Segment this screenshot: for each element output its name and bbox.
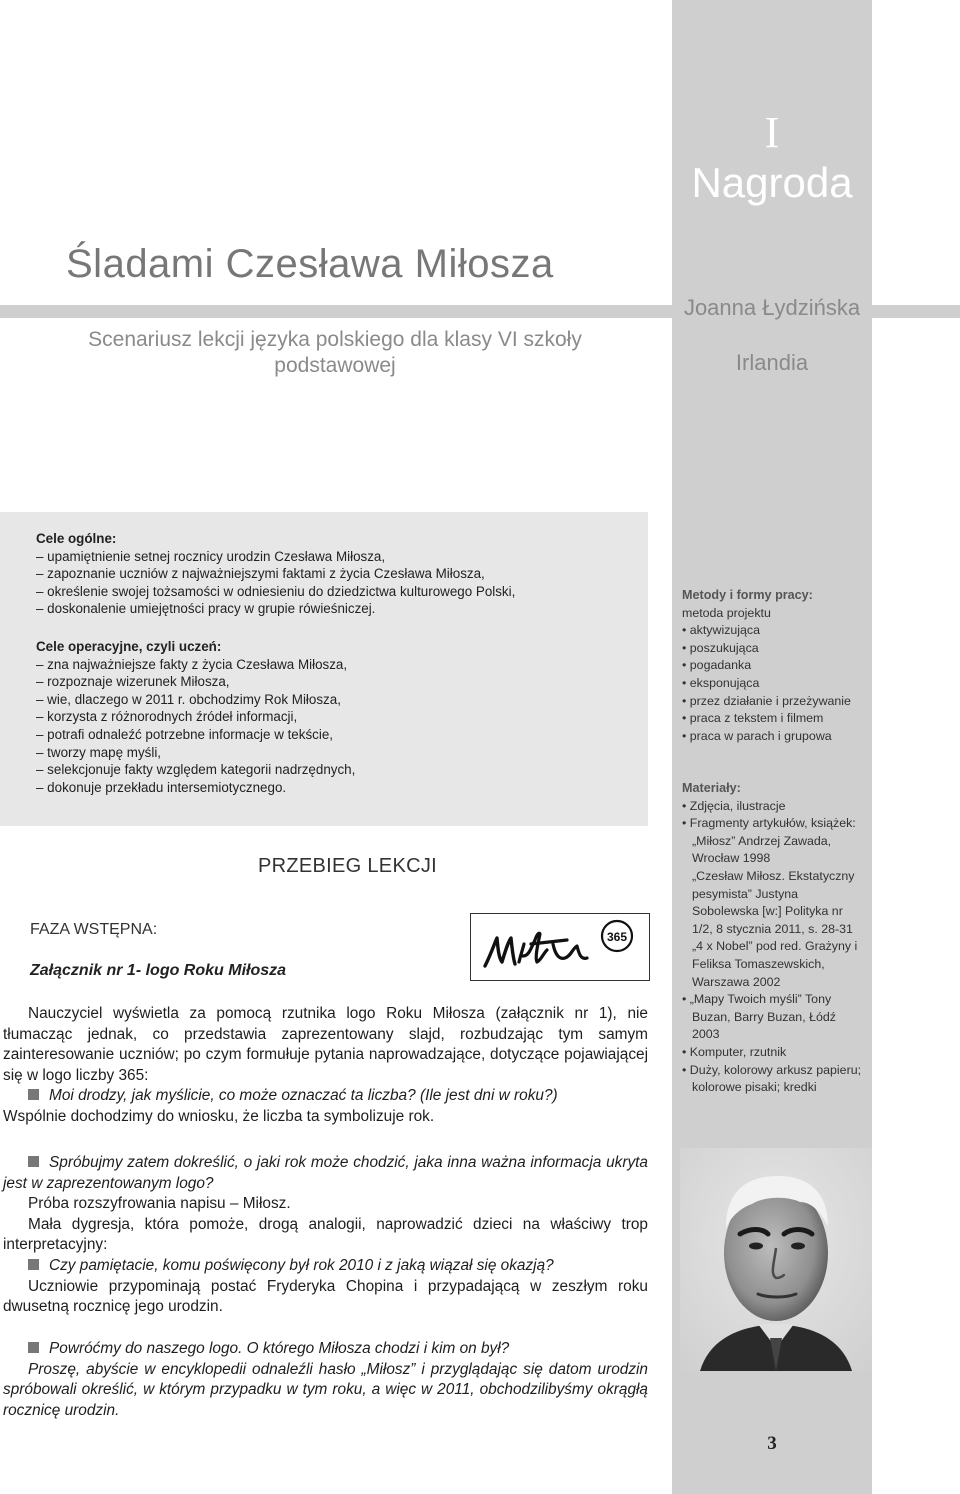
goal-item: – dokonuje przekładu intersemiotycznego. <box>36 779 636 797</box>
material-subitem: „4 x Nobel” pod red. Grażyny i Feliksa Tomaszewskich, Warszawa 2002 <box>692 939 858 989</box>
question: Proszę, abyście w encyklopedii odnaleźli hasło „Miłosz” i przyglądając się datom urodzin spróbowali określić, w którym przypadku w tym roku, a więc w 2011, obchodzilibyśmy okrągłą rocznicę urodzin. <box>3 1360 648 1419</box>
goal-item: – zapoznanie uczniów z najważniejszymi faktami z życia Czesława Miłosza, <box>36 565 636 583</box>
material-subitem: „Miłosz” Andrzej Zawada, Wrocław 1998 <box>692 833 832 866</box>
method-item: • praca z tekstem i filmem <box>682 710 866 728</box>
square-bullet-icon <box>28 1259 39 1270</box>
goal-item: – rozpoznaje wizerunek Miłosza, <box>36 673 636 691</box>
goal-item: – określenie swojej tożsamości w odniesieniu do dziedzictwa kulturowego Polski, <box>36 583 636 601</box>
general-goals <box>36 530 636 618</box>
method-item: • pogadanka <box>682 657 866 675</box>
paragraph: Wspólnie dochodzimy do wniosku, że liczba ta symbolizuje rok. <box>3 1107 435 1125</box>
paragraph: Nauczyciel wyświetla za pomocą rzutnika logo Roku Miłosza (załącznik nr 1), nie tłumacząc jednak, co przedstawia zaprezentowany slajd, rozbudzając tym samym zainteresowanie uczniów; po czym formułuje pytania naprowadzające, dotyczące pojawiającej się w logo liczby 365: <box>3 1005 648 1084</box>
material-item: • Duży, kolorowy arkusz papieru; kolorowe pisaki; kredki <box>682 1062 866 1097</box>
material-item: • Komputer, rzutnik <box>682 1044 866 1062</box>
lesson-heading: PRZEBIEG LEKCJI <box>258 855 437 877</box>
goal-item: – potrafi odnaleźć potrzebne informacje w tekście, <box>36 726 636 744</box>
portrait-icon <box>680 1148 872 1371</box>
author-country: Irlandia <box>735 350 809 375</box>
page-title: Śladami Czesława Miłosza <box>66 242 554 286</box>
paragraph: Mała dygresja, która pomoże, drogą analogii, naprowadzić dzieci na właściwy trop interpretacyjny: <box>3 1215 648 1254</box>
milosz-year-logo <box>470 913 650 981</box>
operational-goals <box>36 638 636 796</box>
lesson-block-3 <box>3 1339 648 1421</box>
goal-item: – wie, dlaczego w 2011 r. obchodzimy Rok Miłosza, <box>36 691 636 709</box>
square-bullet-icon <box>28 1089 39 1100</box>
lesson-block-2 <box>3 1153 648 1318</box>
signature-logo-icon <box>471 914 649 980</box>
material-subitem: „Czesław Miłosz. Ekstatyczny pesymista” Justyna Sobolewska [w:] Polityka nr 1/2, 8 stycznia 2011, s. 28-31 <box>692 868 855 936</box>
goal-item: – upamiętnienie setnej rocznicy urodzin Czesława Miłosza, <box>36 548 636 566</box>
paragraph: Uczniowie przypominają postać Fryderyka Chopina i przypadającą w zeszłym roku dwusetną rocznicę jego urodzin. <box>3 1277 648 1316</box>
material-item: • Fragmenty artykułów, książek: <box>682 815 866 833</box>
question: Powróćmy do naszego logo. O którego Miłosza chodzi i kim on był? <box>49 1340 510 1357</box>
phase-label: FAZA WSTĘPNA: <box>30 921 158 938</box>
page-subtitle: Scenariusz lekcji języka polskiego dla klasy VI szkoły podstawowej <box>88 328 582 377</box>
question: Czy pamiętacie, komu poświęcony był rok 2010 i z jaką wiązał się okazją? <box>49 1256 554 1274</box>
material-item: • „Mapy Twoich myśli” Tony Buzan, Barry Buzan, Łódź 2003 <box>682 991 866 1044</box>
logo-number: 365 <box>606 930 628 944</box>
question: Moi drodzy, jak myślicie, co może oznaczać ta liczba? (Ile jest dni w roku?) <box>49 1087 558 1105</box>
chapter-number: I <box>764 108 780 157</box>
square-bullet-icon <box>28 1342 39 1353</box>
method-item: • poszukująca <box>682 640 866 658</box>
operational-goals-heading: Cele operacyjne, czyli uczeń: <box>36 639 222 654</box>
goal-item: – selekcjonuje fakty względem kategorii nadrzędnych, <box>36 761 636 779</box>
material-item: • Zdjęcia, ilustracje <box>682 798 866 816</box>
square-bullet-icon <box>28 1156 39 1167</box>
materials-section <box>682 780 866 1097</box>
methods-intro: metoda projektu <box>682 605 771 620</box>
question: Spróbujmy zatem dokreślić, o jaki rok może chodzić, jaka inna ważna informacja ukryta jest w zaprezentowanym logo? <box>3 1154 648 1192</box>
method-item: • praca w parach i grupowa <box>682 728 866 746</box>
page-number: 3 <box>767 1433 777 1454</box>
method-item: • przez działanie i przeżywanie <box>682 693 866 711</box>
author-name: Joanna Łydzińska <box>683 295 861 320</box>
goal-item: – zna najważniejsze fakty z życia Czesława Miłosza, <box>36 656 636 674</box>
portrait-photo <box>680 1148 872 1371</box>
chapter-label: Nagroda <box>691 159 853 206</box>
goal-item: – korzysta z różnorodnych źródeł informacji, <box>36 708 636 726</box>
lesson-block-1 <box>3 1004 648 1128</box>
methods-heading: Metody i formy pracy: <box>682 588 813 602</box>
attachment-label: Załącznik nr 1- logo Roku Miłosza <box>30 962 287 979</box>
goal-item: – tworzy mapę myśli, <box>36 744 636 762</box>
general-goals-heading: Cele ogólne: <box>36 531 117 546</box>
goal-item: – doskonalenie umiejętności pracy w grupie rówieśniczej. <box>36 600 636 618</box>
method-item: • aktywizująca <box>682 622 866 640</box>
materials-heading: Materiały: <box>682 781 741 795</box>
methods-section <box>682 587 866 745</box>
paragraph: Próba rozszyfrowania napisu – Miłosz. <box>28 1195 291 1213</box>
method-item: • eksponująca <box>682 675 866 693</box>
